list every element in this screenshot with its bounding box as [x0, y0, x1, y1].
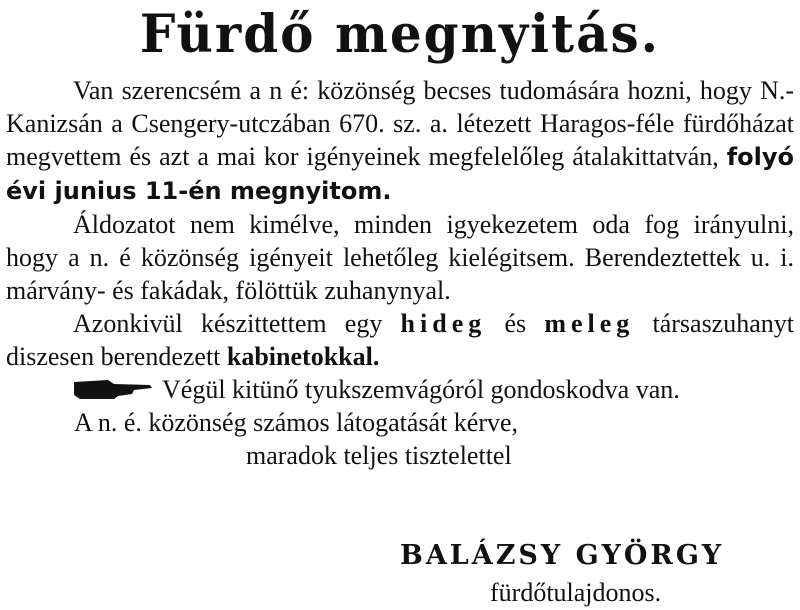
closing-line-1: A n. é. közönség számos látogatását kérve,	[74, 408, 519, 437]
pointer-line	[6, 373, 794, 406]
paragraph-3-before: Azonkivül készittettem egy	[73, 309, 401, 338]
opening-date-emphasis: folyó évi junius 11-én megnyitom.	[6, 143, 794, 205]
advertisement-body	[6, 74, 794, 472]
paragraph-1	[6, 74, 794, 208]
closing-line-2: maradok teljes tisztelettel	[246, 441, 512, 470]
pointing-hand-icon	[74, 378, 152, 400]
pointer-line-text: Végül kitünő tyukszemvágóról gondoskodva van.	[162, 375, 680, 404]
paragraph-1-text: Van szerencsém a n é: közönség becses tudomására hozni, hogy N.-Kanizsán a Csengery-utczában 670. sz. a. létezett Haragos-féle fürdőházat megvettem és azt a mai kor igényeinek megfelelőleg átalakittatván,	[6, 76, 794, 171]
paragraph-2: Áldozatot nem kimélve, minden igyekezetem oda fog irányulni, hogy a n. é közönség igényeit lehetőleg kielégitsem. Berendeztettek u. i. márvány- és fakádak, fölöttük zuhanynyal.	[6, 210, 794, 305]
kabinet-word: kabinetokkal.	[226, 342, 380, 371]
paragraph-3-after: társaszuhanyt diszesen berendezett	[6, 309, 794, 371]
signature: BALÁZSY GYÖRGY	[400, 540, 725, 571]
meleg-word: meleg	[544, 309, 635, 338]
advertisement-title: Fürdő megnyitás.	[139, 2, 661, 65]
hideg-word: hideg	[400, 309, 487, 338]
paragraph-3-middle: és	[486, 309, 545, 338]
paragraph-3	[6, 307, 794, 373]
signature-role: fürdőtulajdonos.	[490, 578, 662, 607]
